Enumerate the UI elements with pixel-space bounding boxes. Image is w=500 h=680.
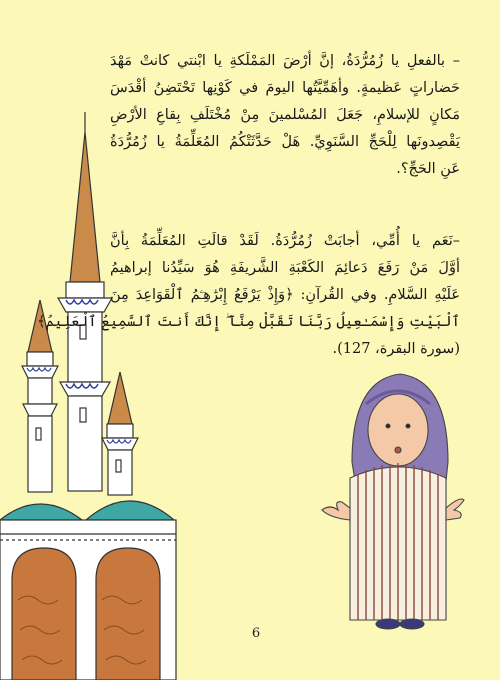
text-line: – بالفعلِ يا زُمُرُّدَةُ، إنَّ أرْضَ المَمْلَكةِ يا ابْنتي كانتْ مَهْدَ — [110, 53, 460, 69]
quran-verse-line: عَلَيْهِ السَّلامِ. وفي القُرآنِ: ﴿وَإِذْ يَرْفَعُ إِبْرَٰهِـۧمُ ٱلْقَوَاعِدَ مِنَ — [110, 287, 460, 303]
mosque — [0, 112, 176, 680]
paragraph-mother-answer — [110, 48, 460, 183]
left-hand — [322, 502, 350, 520]
page-number: 6 — [251, 626, 261, 641]
right-arch — [96, 548, 160, 680]
right-dome — [86, 501, 174, 520]
left-arch — [12, 548, 76, 680]
right-hand — [446, 499, 464, 520]
face — [368, 394, 428, 466]
text-line: يَقْصِدونَها لِلْحَجِّ السَّنَوِيِّ. هَلْ حَدَّثَتْكُمُ المُعَلِّمَةُ يا زُمُرُّدَةُ — [110, 134, 460, 150]
text-line: أوَّلَ مَنْ رَفَعَ دَعائِمَ الكَعْبَةِ الشَّريفَةِ هُوَ سَيِّدُنا إبراهيمُ — [110, 260, 460, 276]
right-shoe — [400, 619, 424, 629]
central-minaret — [58, 112, 112, 491]
girl-illustration — [322, 374, 464, 629]
text-line: مَكانٍ للإسلامِ، جَعَلَ المُسْلمينَ مِنْ مُخْتَلَفِ بِقاعِ الأرْضِ — [110, 107, 460, 123]
left-dome — [0, 504, 82, 520]
quran-verse-line: ٱلْبَيْتِ وَإِسْمَـٰعِيلُ رَبَّنَا تَقَبَّلْ مِنَّآ ۖ إِنَّكَ أَنتَ ٱلسَّمِيعُ ٱلْعَلِيمُ﴾ — [37, 314, 460, 330]
right-eye — [406, 424, 410, 428]
left-eye — [386, 424, 390, 428]
text-line: حَضاراتٍ عَظيمةٍ. وأهَمِّيَّتُها اليومَ في كَوْنِها تَحْتَضِنُ أقْدَسَ — [110, 80, 460, 96]
right-minaret — [102, 372, 138, 495]
mouth — [395, 447, 401, 453]
paragraph-zumurruda-answer — [37, 228, 460, 363]
verse-citation: (سورة البقرة، 127). — [332, 341, 460, 357]
text-line: عَنِ الحَجِّ؟. — [396, 161, 460, 177]
text-line: –نَعَم يا أُمِّي، أجابَتْ زُمُرُّدَةُ. لَقَدْ قالَتِ المُعَلِّمَةُ بِأنَّ — [110, 233, 460, 249]
left-shoe — [376, 619, 400, 629]
